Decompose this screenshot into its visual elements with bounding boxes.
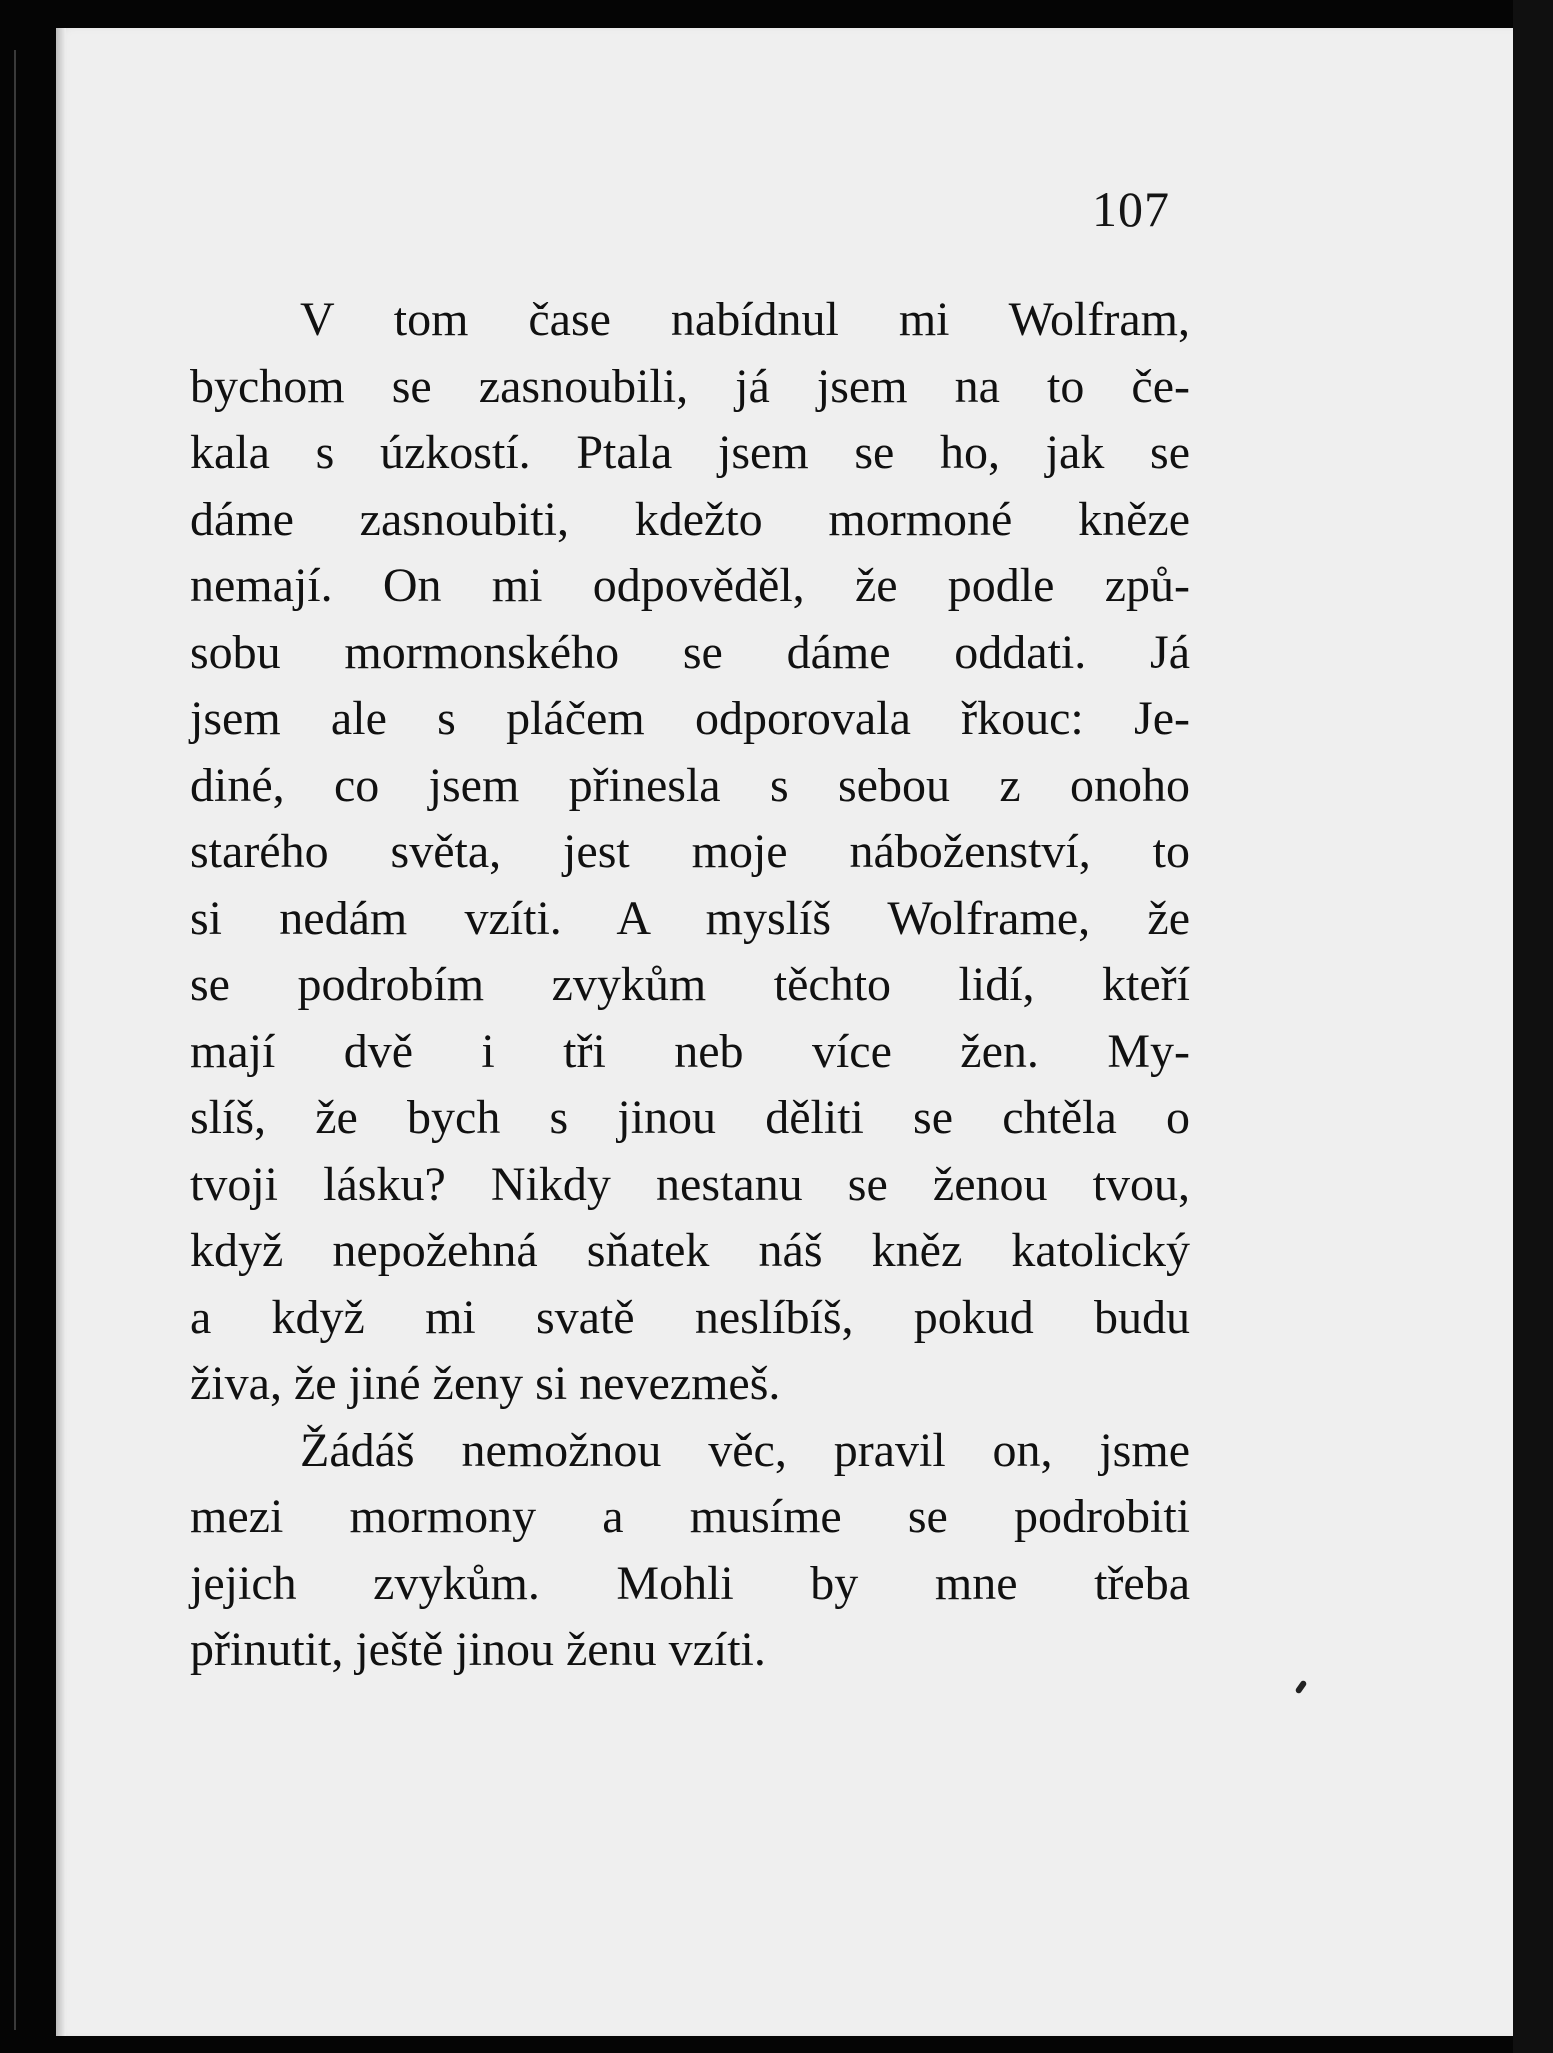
text-line: kala s úzkostí. Ptala jsem se ho, jak se (190, 426, 1190, 479)
text-line: se podrobím zvykům těchto lidí, kteří (190, 958, 1190, 1011)
text-line: a když mi svatě neslíbíš, pokud budu (190, 1290, 1190, 1344)
text-line: živa, že jiné ženy si nevezmeš. (190, 1357, 781, 1410)
binding-shadow (14, 50, 16, 2030)
text-line: nemají. On mi odpověděl, že podle způ- (190, 559, 1190, 612)
text-line: když nepožehná sňatek náš kněz katolický (190, 1224, 1190, 1277)
text-line: jsem ale s pláčem odporovala řkouc: Je- (190, 692, 1190, 745)
text-line: diné, co jsem přinesla s sebou z onoho (190, 758, 1190, 812)
text-line: sobu mormonského se dáme oddati. Já (190, 625, 1190, 679)
text-line: mají dvě i tři neb více žen. My- (190, 1024, 1190, 1078)
page-edge (56, 28, 66, 2036)
text-line: dáme zasnoubiti, kdežto mormoné kněze (190, 492, 1190, 546)
text-line: si nedám vzíti. A myslíš Wolframe, že (190, 891, 1190, 945)
text-line: starého světa, jest moje náboženství, to (190, 825, 1190, 878)
text-line: jejich zvykům. Mohli by mne třeba (190, 1556, 1190, 1610)
body-text (190, 287, 1190, 1684)
text-line: slíš, že bych s jinou děliti se chtěla o (190, 1091, 1190, 1144)
text-line: Žádáš nemožnou věc, pravil on, jsme (300, 1423, 1190, 1477)
paragraph-1 (190, 287, 1190, 1418)
text-line: přinutit, ještě jinou ženu vzíti. (190, 1623, 766, 1676)
text-line: tvoji lásku? Nikdy nestanu se ženou tvou, (190, 1157, 1190, 1211)
text-line: bychom se zasnoubili, já jsem na to če- (190, 359, 1190, 413)
scan-border (1513, 0, 1553, 2053)
page-number: 107 (1092, 181, 1170, 237)
text-line: V tom čase nabídnul mi Wolfram, (300, 293, 1190, 346)
text-line: mezi mormony a musíme se podrobiti (190, 1490, 1190, 1543)
paragraph-2 (190, 1418, 1190, 1684)
